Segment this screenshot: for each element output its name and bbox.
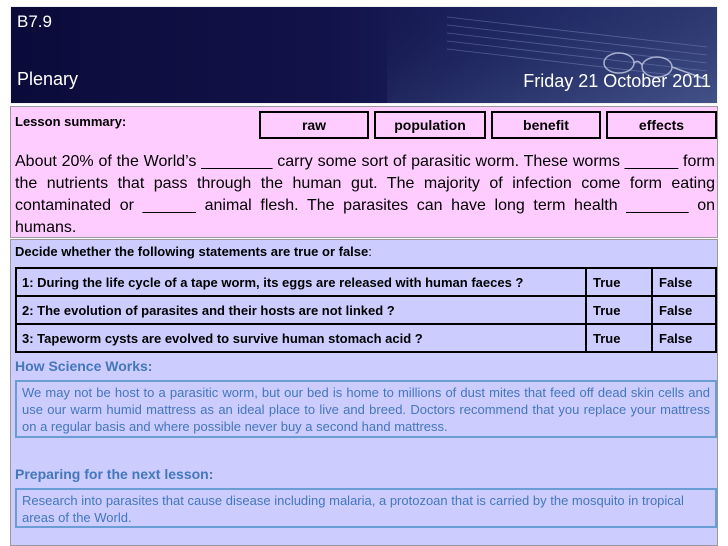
statement-2: 2: The evolution of parasites and their hosts are not linked ? <box>16 296 586 324</box>
activities-panel <box>10 239 718 546</box>
true-option-1: True <box>586 268 652 296</box>
slide-date: Friday 21 October 2011 <box>523 71 711 91</box>
table-row <box>16 324 716 352</box>
next-lesson-text: Research into parasites that cause disease including malaria, a protozoan that is carried by the mosquito in tropical areas of the World. <box>15 488 717 528</box>
true-false-instruction <box>15 244 372 259</box>
table-row <box>16 296 716 324</box>
true-false-table <box>15 267 717 353</box>
how-science-works-heading: How Science Works: <box>15 358 153 374</box>
lesson-summary-label: Lesson summary: <box>15 114 127 129</box>
false-option-3: False <box>652 324 716 352</box>
statement-3: 3: Tapeworm cysts are evolved to survive human stomach acid ? <box>16 324 586 352</box>
word-box-population: population <box>374 111 486 139</box>
true-false-instruction-colon: : <box>368 244 372 259</box>
slide-title: Plenary <box>17 69 79 89</box>
false-option-2: False <box>652 296 716 324</box>
word-box-benefit: benefit <box>491 111 601 139</box>
slide-header <box>10 6 718 104</box>
true-option-2: True <box>586 296 652 324</box>
statement-1: 1: During the life cycle of a tape worm, its eggs are released with human faeces ? <box>16 268 586 296</box>
how-science-works-text: We may not be host to a parasitic worm, but our bed is home to millions of dust mites that feed off dead skin cells and use our warm humid mattress as an ideal place to live and breed. Doctors recommend that you replace your mattress on a regular basis and where possible never buy a second hand mattress. <box>15 380 717 438</box>
true-option-3: True <box>586 324 652 352</box>
lesson-summary-panel <box>10 106 718 238</box>
lesson-summary-text: About 20% of the World’s ________ carry some sort of parasitic worm. These worms ______ form the nutrients that pass through the human gut. The majority of infection come form eating contaminated or ______ animal flesh. The parasites can have long term health _______ on humans. <box>15 153 715 236</box>
next-lesson-heading: Preparing for the next lesson: <box>15 466 214 482</box>
true-false-instruction-text: Decide whether the following statements are true or false <box>15 244 369 259</box>
false-option-1: False <box>652 268 716 296</box>
word-box-effects: effects <box>606 111 717 139</box>
word-box-raw: raw <box>259 111 369 139</box>
table-row <box>16 268 716 296</box>
lesson-code: B7.9 <box>17 12 52 31</box>
